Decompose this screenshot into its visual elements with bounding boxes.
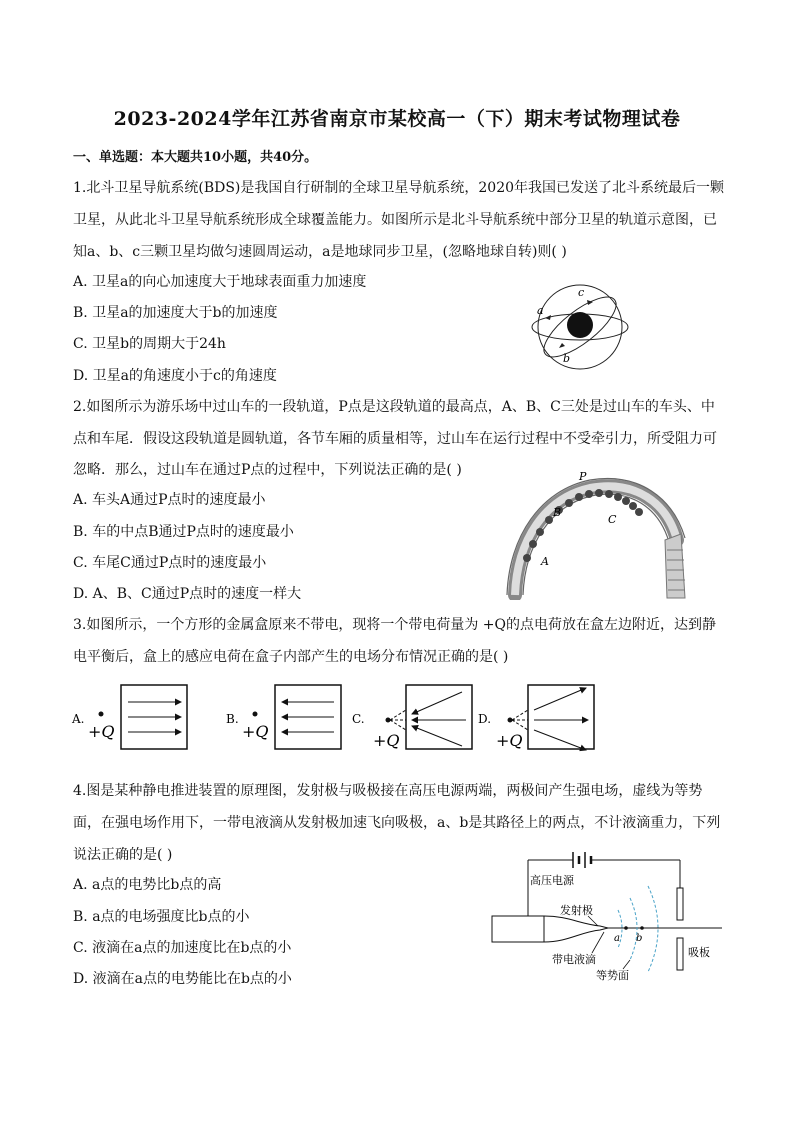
q3-option-d-label[interactable]: D. (478, 712, 492, 726)
q1-option-c[interactable]: C. 卫星b的周期大于24h (73, 336, 226, 352)
q4-line-3: 说法正确的是( ) (73, 847, 173, 863)
electric-field-options-figure (66, 680, 606, 755)
q4-line-2: 面，在强电场作用下，一带电液滴从发射极加速飞向吸极，a、b是其路径上的两点，不计液滴重力，下列 (73, 815, 721, 831)
charge-label-c: +Q (373, 731, 400, 750)
q4-option-c[interactable]: C. 液滴在a点的加速度比在b点的小 (73, 940, 292, 956)
orbit-label-b: b (563, 352, 571, 365)
q2-option-b[interactable]: B. 车的中点B通过P点时的速度最小 (73, 524, 294, 540)
q4-option-d[interactable]: D. 液滴在a点的电势能比在b点的小 (73, 971, 292, 987)
q3-option-b-label[interactable]: B. (226, 712, 239, 726)
q2-option-c[interactable]: C. 车尾C通过P点时的速度最小 (73, 555, 267, 571)
charge-label-d: +Q (496, 731, 523, 750)
charge-label-b: +Q (242, 722, 269, 741)
satellite-orbits-figure (525, 282, 637, 378)
q4-line-1: 4.图是某种静电推进装置的原理图，发射极与吸极接在高压电源两端，两极间产生强电场，虚线为等势 (73, 783, 703, 799)
q3-line-2: 电平衡后，盒上的感应电荷在盒子内部产生的电场分布情况正确的是( ) (73, 649, 509, 665)
collector-label: 吸板 (688, 946, 710, 959)
emitter-label: 发射极 (560, 904, 593, 917)
q2-option-a[interactable]: A. 车头A通过P点时的速度最小 (73, 492, 266, 508)
orbit-label-c: c (578, 286, 585, 299)
q1-option-d[interactable]: D. 卫星a的角速度小于c的角速度 (73, 368, 277, 384)
point-a-label: a (614, 933, 620, 944)
page-title: 2023-2024学年江苏省南京市某校高一（下）期末考试物理试卷 (113, 108, 681, 130)
track-label-a: A (541, 555, 549, 568)
q3-option-c-label[interactable]: C. (352, 712, 365, 726)
q3-line-1: 3.如图所示，一个方形的金属盒原来不带电，现将一个带电荷量为 +Q的点电荷放在盒左边附近，达到静 (73, 617, 717, 633)
q2-line-2: 点和车尾．假设这段轨道是圆轨道，各节车厢的质量相等，过山车在运行过程中不受牵引力，所受阻力可 (73, 431, 717, 447)
q3-option-a-label[interactable]: A. (72, 712, 85, 726)
q1-line-2: 卫星，从此北斗卫星导航系统形成全球覆盖能力。如图所示是北斗导航系统中部分卫星的轨道示意图，已 (73, 212, 717, 228)
track-label-p: P (579, 470, 587, 483)
q1-line-3: 知a、b、c三颗卫星均做匀速圆周运动，a是地球同步卫星，(忽略地球自转)则( ) (73, 244, 567, 260)
roller-coaster-figure (505, 470, 689, 600)
track-label-c: C (608, 513, 617, 526)
section-heading: 一、单选题：本大题共10小题，共40分。 (73, 150, 318, 165)
electrostatic-thruster-figure (488, 848, 724, 984)
equipotential-label: 等势面 (596, 969, 629, 982)
q2-option-d[interactable]: D. A、B、C通过P点时的速度一样大 (73, 586, 302, 602)
q2-line-1: 2.如图所示为游乐场中过山车的一段轨道，P点是这段轨道的最高点，A、B、C三处是过山车的车头、中 (73, 399, 715, 415)
q2-line-3: 忽略．那么，过山车在通过P点的过程中，下列说法正确的是( ) (73, 462, 462, 478)
point-b-label: b (636, 933, 643, 944)
q4-option-a[interactable]: A. a点的电势比b点的高 (73, 877, 222, 893)
q1-option-b[interactable]: B. 卫星a的加速度大于b的加速度 (73, 305, 278, 321)
q1-line-1: 1.北斗卫星导航系统(BDS)是我国自行研制的全球卫星导航系统，2020年我国已发送了北斗系统最后一颗 (73, 180, 725, 196)
q1-option-a[interactable]: A. 卫星a的向心加速度大于地球表面重力加速度 (73, 274, 367, 290)
droplet-label: 带电液滴 (552, 953, 596, 966)
charge-label-a: +Q (88, 722, 115, 741)
q4-option-b[interactable]: B. a点的电场强度比b点的小 (73, 909, 250, 925)
power-supply-label: 高压电源 (530, 874, 574, 887)
track-label-b: B (553, 506, 562, 519)
orbit-label-a: a (537, 304, 544, 317)
